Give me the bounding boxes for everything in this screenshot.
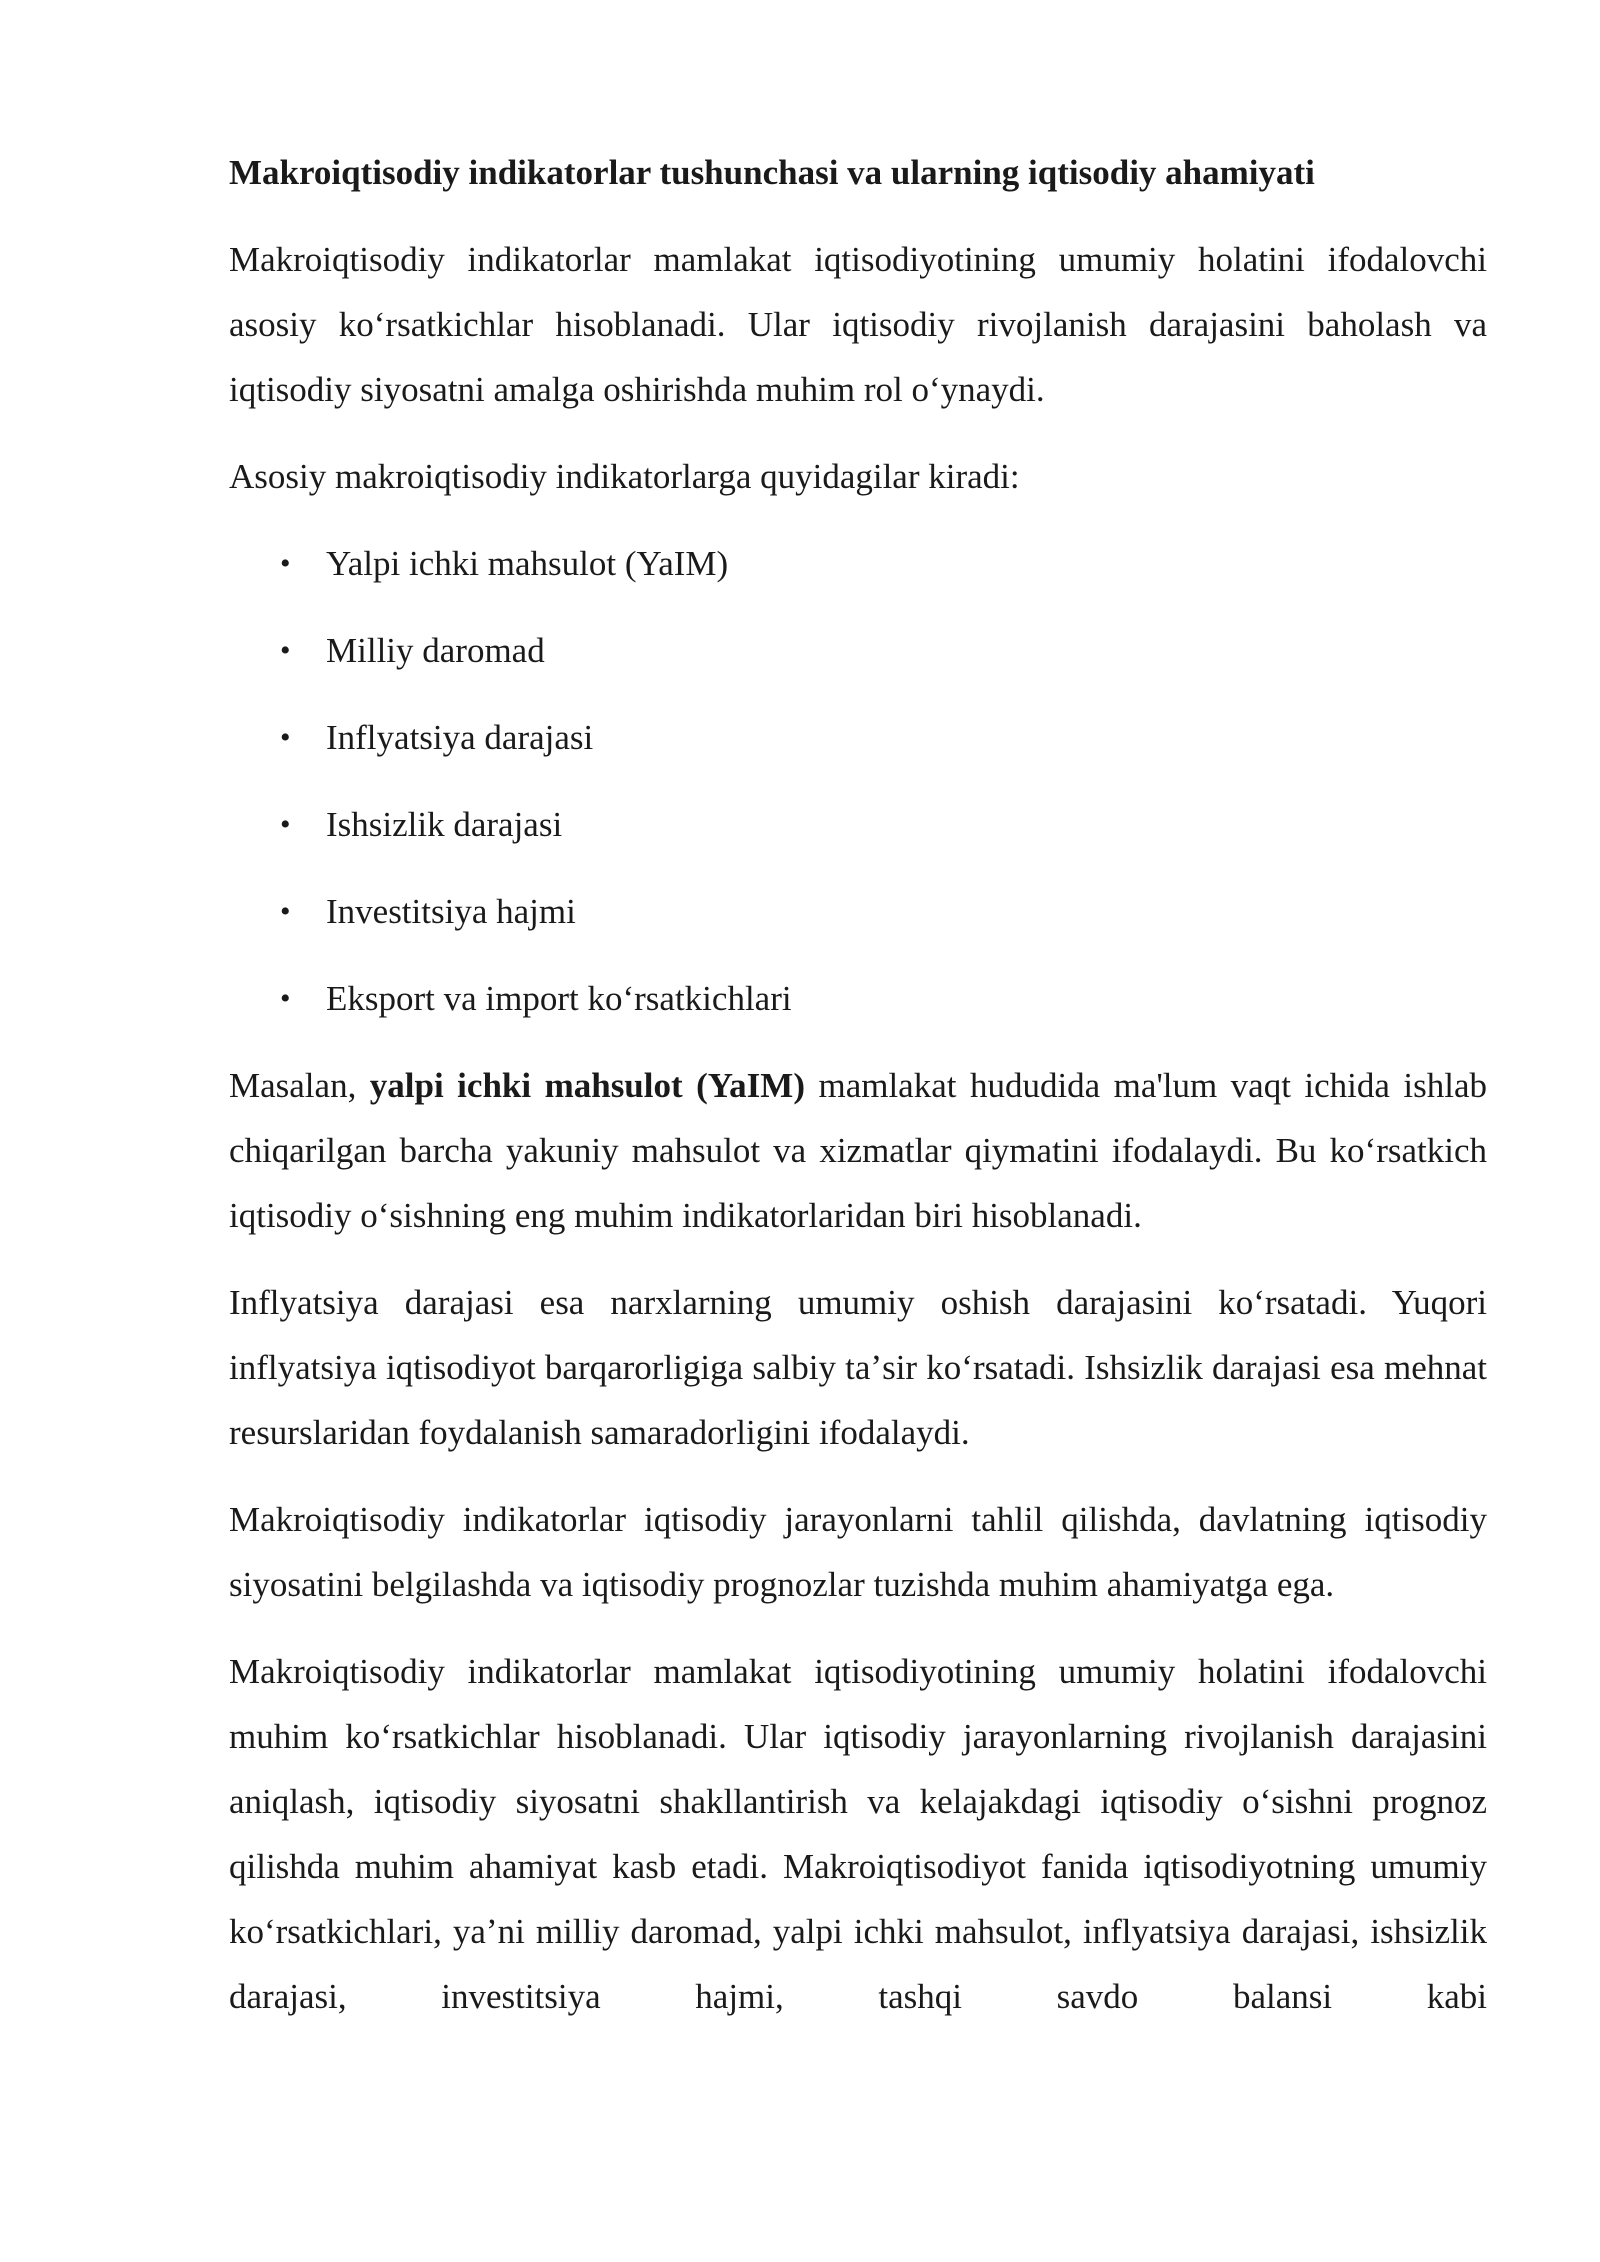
bullet-icon: • (280, 721, 291, 754)
list-item (229, 879, 1487, 944)
list-item (229, 618, 1487, 683)
list-item (229, 792, 1487, 857)
bullet-icon: • (280, 547, 291, 580)
bullet-icon: • (280, 895, 291, 928)
list-item (229, 531, 1487, 596)
list-intro-paragraph: Asosiy makroiqtisodiy indikatorlarga quyidagilar kiradi: (229, 457, 1020, 496)
list-item-label: Milliy daromad (326, 631, 545, 670)
list-item (229, 705, 1487, 770)
list-item (229, 966, 1487, 1031)
indicator-list (229, 531, 1487, 1031)
intro-paragraph: Makroiqtisodiy indikatorlar mamlakat iqtisodiyotining umumiy holatini ifodalovchi asosiy koʻrsatkichlar hisoblanadi. Ular iqtisodiy rivojlanish darajasini baholash va iqtisodiy siyosatni amalga oshirishda muhim rol oʻynaydi. (229, 240, 1487, 409)
bullet-icon: • (280, 808, 291, 841)
closing-paragraph: Makroiqtisodiy indikatorlar mamlakat iqtisodiyotining umumiy holatini ifodalovchi muhim koʻrsatkichlar hisoblanadi. Ular iqtisodiy jarayonlarning rivojlanish darajasini aniqlash, iqtisodiy siyosatni shakllantirish va kelajakdagi iqtisodiy oʻsishni prognoz qilishda muhim ahamiyat kasb etadi. Makroiqtisodiyot fanida iqtisodiyotning umumiy koʻrsatkichlari, yaʼni milliy daromad, yalpi ichki mahsulot, inflyatsiya darajasi, ishsizlik darajasi, investitsiya hajmi, tashqi savdo balansi kabi (229, 1652, 1487, 2016)
example-rest: mamlakat hududida ma'lum vaqt ichida ishlab chiqarilgan barcha yakuniy mahsulot va xizmatlar qiymatini ifodalaydi. Bu koʻrsatkich iqtisodiy oʻsishning eng muhim indikatorlaridan biri hisoblanadi. (229, 1066, 1487, 1235)
document-title: Makroiqtisodiy indikatorlar tushunchasi va ularning iqtisodiy ahamiyati (229, 153, 1315, 192)
example-bold-term: yalpi ichki mahsulot (YaIM) (369, 1066, 805, 1105)
list-item-label: Investitsiya hajmi (326, 892, 576, 931)
document-page (229, 148, 1487, 2051)
list-item-label: Inflyatsiya darajasi (326, 718, 594, 757)
bullet-icon: • (280, 982, 291, 1015)
list-item-label: Yalpi ichki mahsulot (YaIM) (326, 544, 729, 583)
example-paragraph (229, 1053, 1487, 1248)
role-paragraph: Makroiqtisodiy indikatorlar iqtisodiy jarayonlarni tahlil qilishda, davlatning iqtisodiy siyosatini belgilashda va iqtisodiy prognozlar tuzishda muhim ahamiyatga ega. (229, 1500, 1487, 1604)
example-prefix: Masalan, (229, 1066, 370, 1105)
bullet-icon: • (280, 634, 291, 667)
list-item-label: Ishsizlik darajasi (326, 805, 563, 844)
inflation-paragraph: Inflyatsiya darajasi esa narxlarning umumiy oshish darajasini koʻrsatadi. Yuqori inflyatsiya iqtisodiyot barqarorligiga salbiy taʼsir koʻrsatadi. Ishsizlik darajasi esa mehnat resurslaridan foydalanish samaradorligini ifodalaydi. (229, 1283, 1487, 1452)
list-item-label: Eksport va import koʻrsatkichlari (326, 979, 792, 1018)
